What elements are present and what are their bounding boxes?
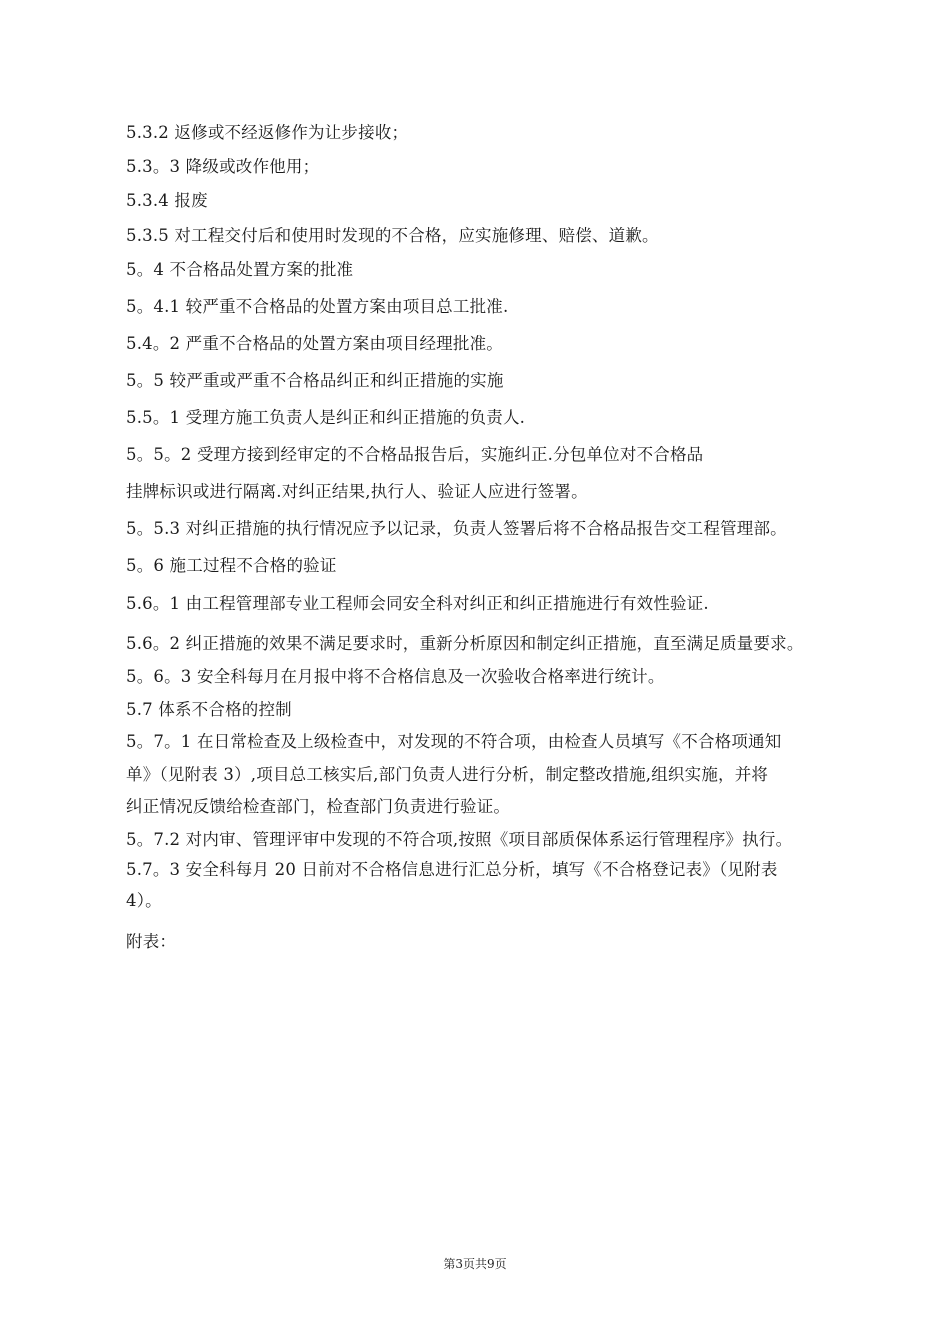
text-line: 5。5。2 受理方接到经审定的不合格品报告后，实施纠正.分包单位对不合格品 xyxy=(126,445,704,464)
text-line: 5.3.2 返修或不经返修作为让步接收； xyxy=(126,123,409,142)
text-line: 5。4.1 较严重不合格品的处置方案由项目总工批准. xyxy=(126,297,509,316)
text-line: 5。5.3 对纠正措施的执行情况应予以记录，负责人签署后将不合格品报告交工程管理部。 xyxy=(126,519,787,538)
text-line: 附表： xyxy=(126,932,177,951)
text-line: 挂牌标识或进行隔离.对纠正结果,执行人、验证人应进行签署。 xyxy=(126,482,588,501)
page-number: 第3页共9页 xyxy=(443,1257,507,1271)
text-line: 5.6。1 由工程管理部专业工程师会同安全科对纠正和纠正措施进行有效性验证. xyxy=(126,594,709,613)
text-line: 5。6 施工过程不合格的验证 xyxy=(126,556,337,575)
text-line: 单》（见附表 3）,项目总工核实后,部门负责人进行分析，制定整改措施,组织实施，并将 xyxy=(126,765,769,784)
text-line: 5.3。3 降级或改作他用； xyxy=(126,157,320,176)
text-line: 4）。 xyxy=(126,891,162,910)
text-line: 5。6。3 安全科每月在月报中将不合格信息及一次验收合格率进行统计。 xyxy=(126,667,665,686)
text-line: 5。5 较严重或严重不合格品纠正和纠正措施的实施 xyxy=(126,371,504,390)
text-line: 5。7.2 对内审、管理评审中发现的不符合项,按照《项目部质保体系运行管理程序》执行。 xyxy=(126,830,793,849)
text-line: 纠正情况反馈给检查部门，检查部门负责进行验证。 xyxy=(126,797,511,816)
text-line: 5.7。3 安全科每月 20 日前对不合格信息进行汇总分析，填写《不合格登记表》（见附表 xyxy=(126,860,778,879)
text-line: 5.3.4 报废 xyxy=(126,191,208,210)
text-line: 5。4 不合格品处置方案的批准 xyxy=(126,260,354,279)
text-line: 5。7。1 在日常检查及上级检查中，对发现的不符合项，由检查人员填写《不合格项通知 xyxy=(126,732,782,751)
text-line: 5.6。2 纠正措施的效果不满足要求时，重新分析原因和制定纠正措施，直至满足质量要求。 xyxy=(126,634,804,653)
text-line: 5.4。2 严重不合格品的处置方案由项目经理批准。 xyxy=(126,334,503,353)
text-line: 5.3.5 对工程交付后和使用时发现的不合格，应实施修理、赔偿、道歉。 xyxy=(126,226,659,245)
text-line: 5.5。1 受理方施工负责人是纠正和纠正措施的负责人. xyxy=(126,408,526,427)
text-line: 5.7 体系不合格的控制 xyxy=(126,700,292,719)
